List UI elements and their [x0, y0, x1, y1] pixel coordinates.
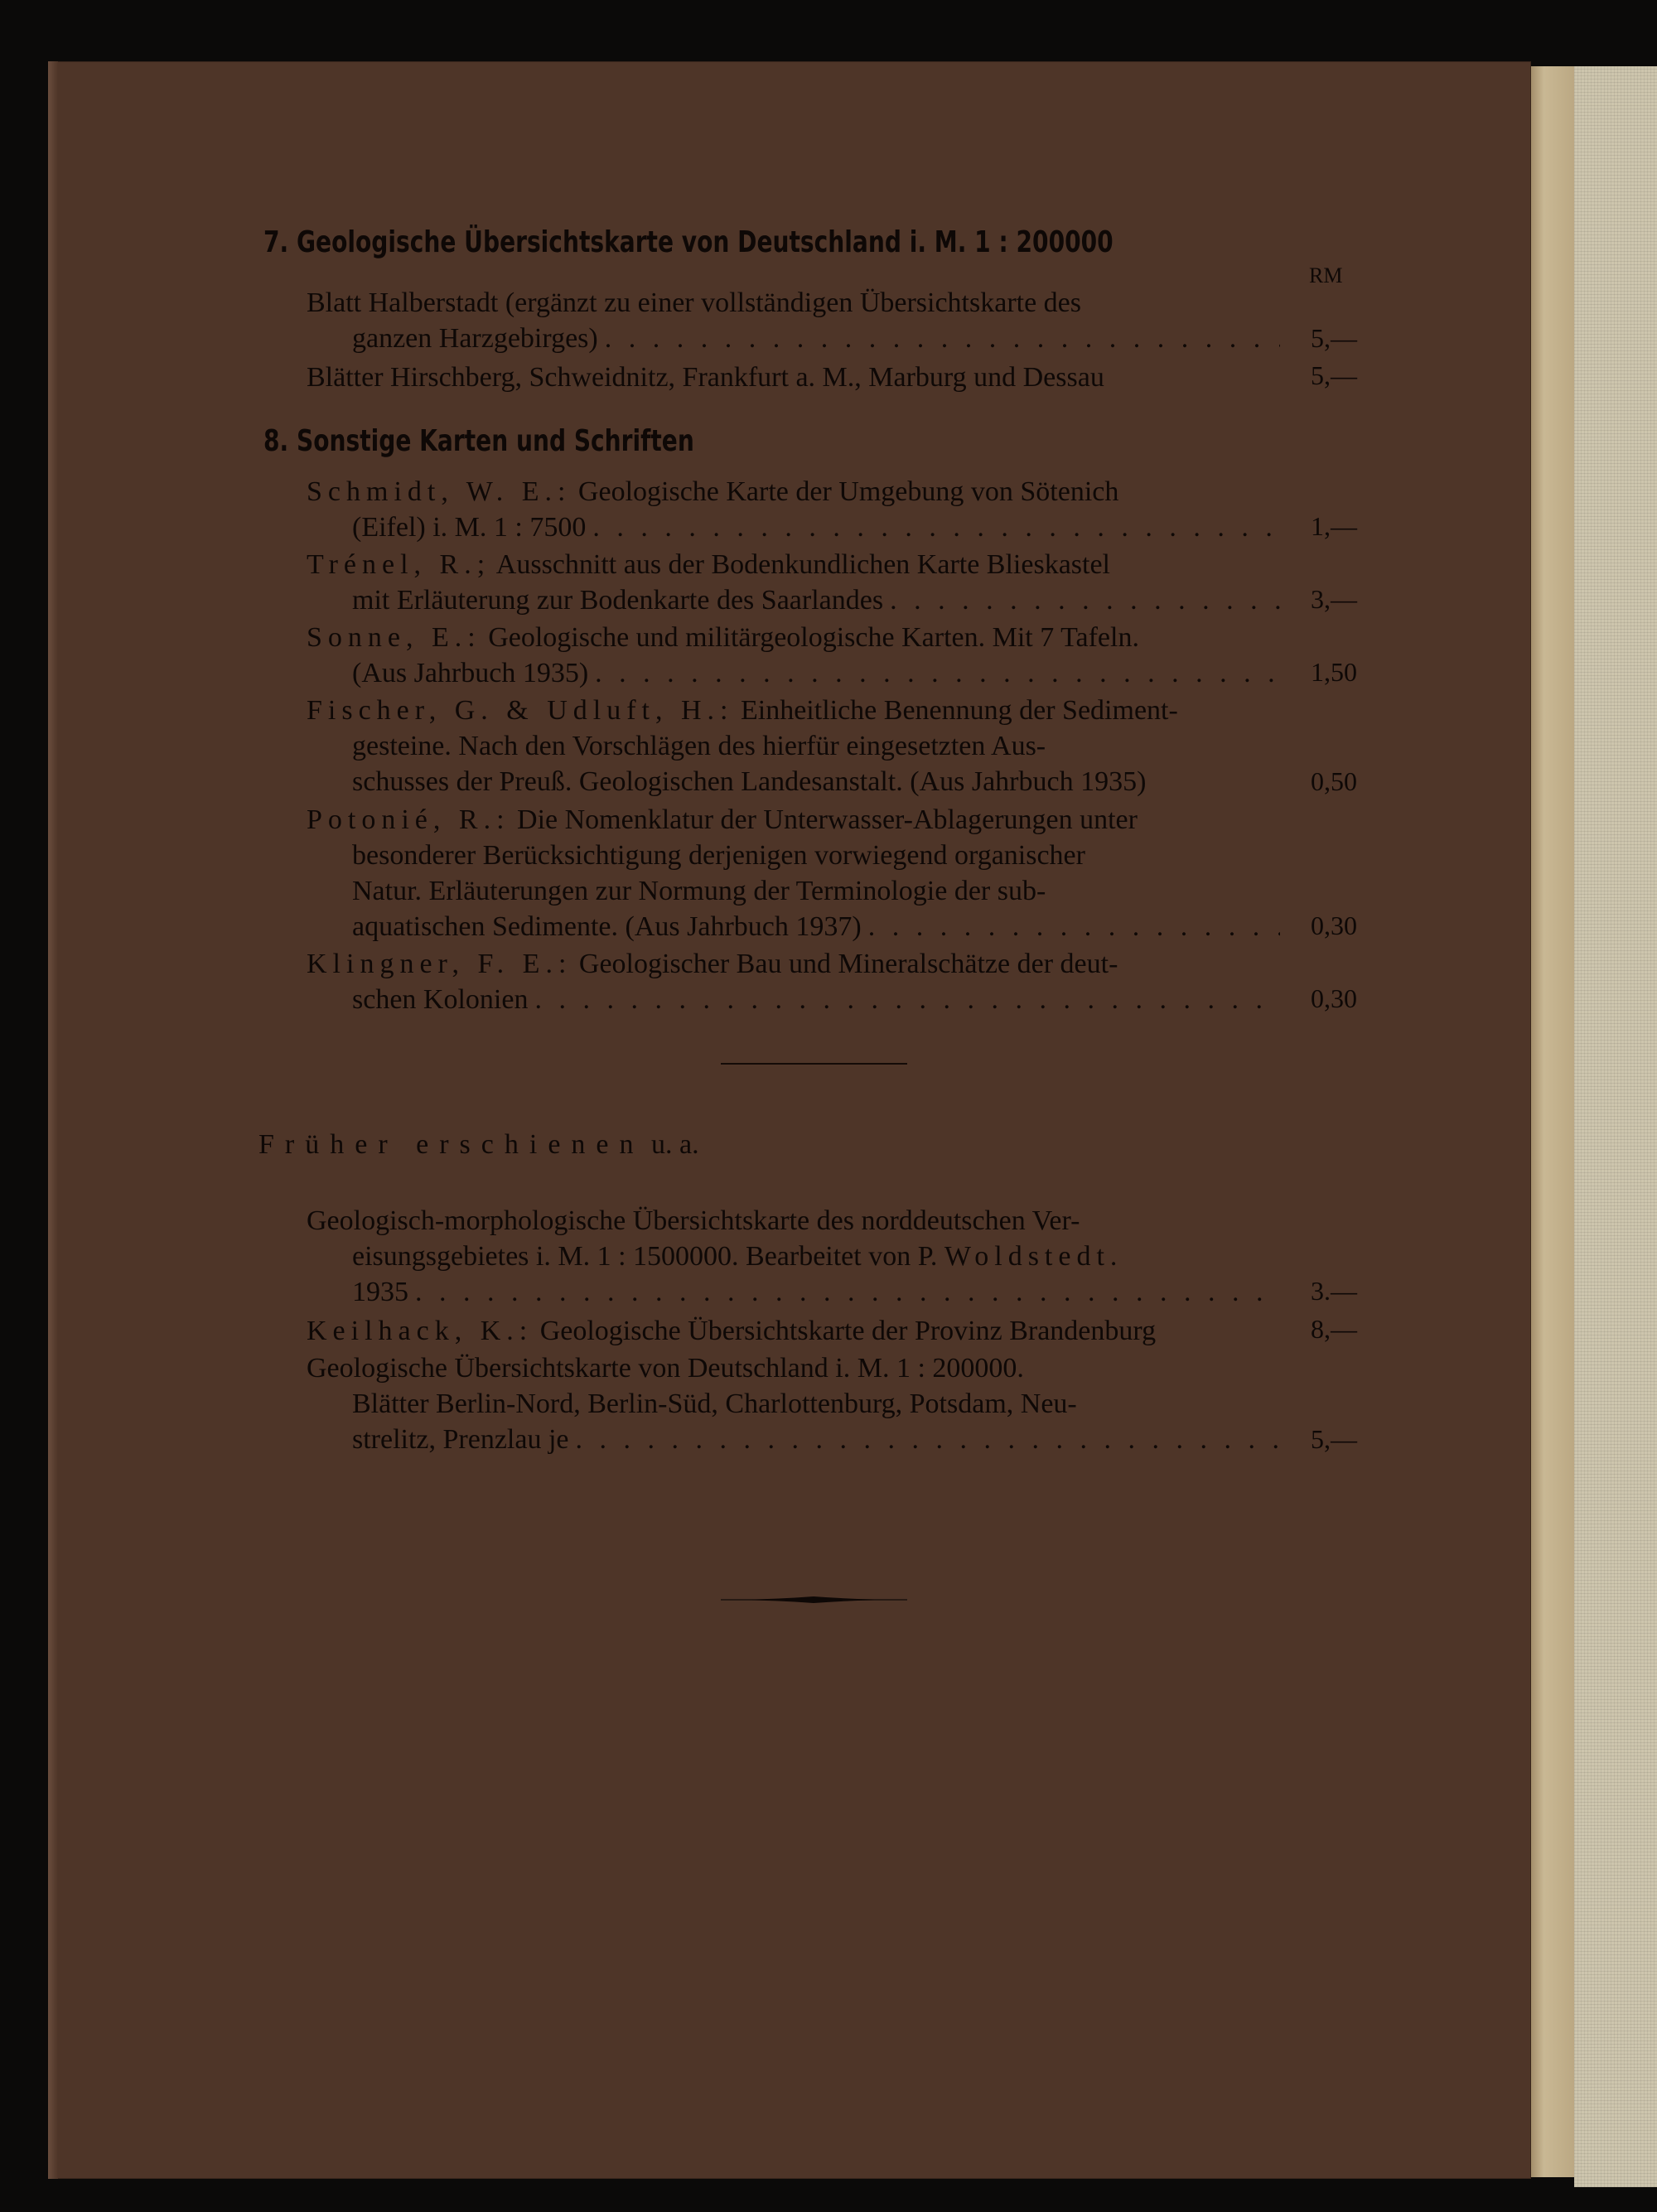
author-name: Trénel, R.;: [307, 549, 491, 580]
dot-leader: [605, 321, 1280, 356]
entry-text: (Aus Jahrbuch 1935): [352, 658, 589, 688]
entry-text: Geologische Übersichtskarte der Provinz Brandenburg: [539, 1316, 1157, 1346]
price: 0,50: [1311, 766, 1357, 796]
dot-leader: [415, 1274, 1280, 1310]
s7-entry-2: [307, 360, 1280, 395]
entry-line: Blatt Halberstadt (ergänzt zu einer vollständigen Übersichtskarte des: [307, 287, 1081, 318]
entry-line: Geologische Übersichtskarte von Deutschland i. M. 1 : 200000.: [307, 1353, 1024, 1384]
spine-cloth: [1574, 66, 1657, 2187]
currency-header: RM: [1309, 263, 1343, 287]
entry-line: Natur. Erläuterungen zur Normung der Terminologie der sub-: [352, 876, 1046, 906]
spine-paper-strip: [1531, 66, 1574, 2177]
entry-text: Geologische und militärgeologische Karten. Mit 7 Tafeln.: [488, 622, 1139, 653]
earlier-publications-heading: [258, 1129, 699, 1161]
entry-line: Blätter Berlin-Nord, Berlin-Süd, Charlottenburg, Potsdam, Neu-: [352, 1389, 1077, 1419]
section-divider: [721, 1063, 907, 1065]
s7-entry-1: [307, 285, 1280, 356]
author-name: Potonié, R.:: [307, 804, 510, 835]
s8-entry-klingner: [307, 946, 1280, 1017]
s8-entry-potonie: [307, 802, 1280, 944]
heading-text: Früher erschienen: [258, 1129, 645, 1160]
earlier-entry-woldstedt: [307, 1203, 1280, 1310]
price: 1,50: [1311, 657, 1357, 687]
section-8-title: 8. Sonstige Karten und Schriften: [263, 424, 694, 458]
entry-text: Einheitliche Benennung der Sediment-: [741, 695, 1178, 726]
entry-text: Geologischer Bau und Mineralschätze der deut-: [578, 949, 1118, 979]
author-name: Klingner, F. E.:: [307, 949, 572, 979]
entry-line: schusses der Preuß. Geologischen Landesanstalt. (Aus Jahrbuch 1935): [352, 766, 1147, 797]
end-ornament-rule: [721, 1596, 907, 1604]
dot-leader: [868, 909, 1280, 944]
price: 5,—: [1311, 360, 1357, 390]
entry-text: mit Erläuterung zur Bodenkarte des Saarlandes: [352, 585, 884, 616]
entry-text: Geologische Karte der Umgebung von Sötenich: [577, 476, 1119, 507]
earlier-entry-uebersicht: [307, 1350, 1280, 1457]
entry-line: Blätter Hirschberg, Schweidnitz, Frankfurt a. M., Marburg und Dessau: [307, 362, 1104, 393]
price: 5,—: [1311, 323, 1357, 353]
entry-text: ganzen Harzgebirges): [352, 323, 598, 354]
entry-text: Die Nomenklatur der Unterwasser-Ablagerungen unter: [517, 804, 1138, 835]
entry-line: besonderer Berücksichtigung derjenigen vorwiegend organischer: [352, 840, 1085, 871]
price: 3.—: [1311, 1276, 1357, 1306]
entry-text: Ausschnitt aus der Bodenkundlichen Karte Blieskastel: [495, 549, 1111, 580]
author-name: Schmidt, W. E.:: [307, 476, 572, 507]
cover-edge: [48, 61, 58, 2179]
price: 3,—: [1311, 584, 1357, 614]
price: 1,—: [1311, 511, 1357, 541]
heading-text: u. a.: [651, 1129, 699, 1160]
dot-leader: [890, 582, 1280, 618]
section-7-title: 7. Geologische Übersichtskarte von Deutschland i. M. 1 : 200000: [263, 225, 1114, 259]
s8-entry-fischer: [307, 693, 1280, 799]
price: 8,—: [1311, 1314, 1357, 1344]
author-name: Fischer, G. & Udluft, H.:: [307, 695, 734, 726]
s8-entry-sonne: [307, 620, 1280, 691]
dot-leader: [534, 982, 1280, 1017]
entry-text: strelitz, Prenzlau je: [352, 1424, 569, 1455]
author-name: Keilhack, K.:: [307, 1316, 534, 1346]
entry-line: [307, 321, 1280, 356]
entry-text: schen Kolonien: [352, 984, 529, 1015]
earlier-entry-keilhack: [307, 1313, 1280, 1349]
entry-line: Geologisch-morphologische Übersichtskarte des norddeutschen Ver-: [307, 1205, 1080, 1236]
price: 5,—: [1311, 1424, 1357, 1454]
entry-text: (Eifel) i. M. 1 : 7500: [352, 512, 587, 543]
entry-text: eisungsgebietes i. M. 1 : 1500000. Bearbeitet von P.: [352, 1241, 938, 1272]
price: 0,30: [1311, 983, 1357, 1013]
author-name: Sonne, E.:: [307, 622, 481, 653]
entry-text: 1935: [352, 1277, 408, 1307]
dot-leader: [576, 1422, 1280, 1457]
dot-leader: [595, 655, 1280, 691]
price: 0,30: [1311, 910, 1357, 940]
s8-entry-trenel: [307, 547, 1280, 618]
s8-entry-schmidt: [307, 474, 1280, 545]
entry-text: aquatischen Sedimente. (Aus Jahrbuch 1937): [352, 911, 862, 942]
author-name: Woldstedt.: [944, 1241, 1123, 1272]
dot-leader: [592, 510, 1280, 545]
entry-line: gesteine. Nach den Vorschlägen des hierfür eingesetzten Aus-: [352, 731, 1046, 761]
